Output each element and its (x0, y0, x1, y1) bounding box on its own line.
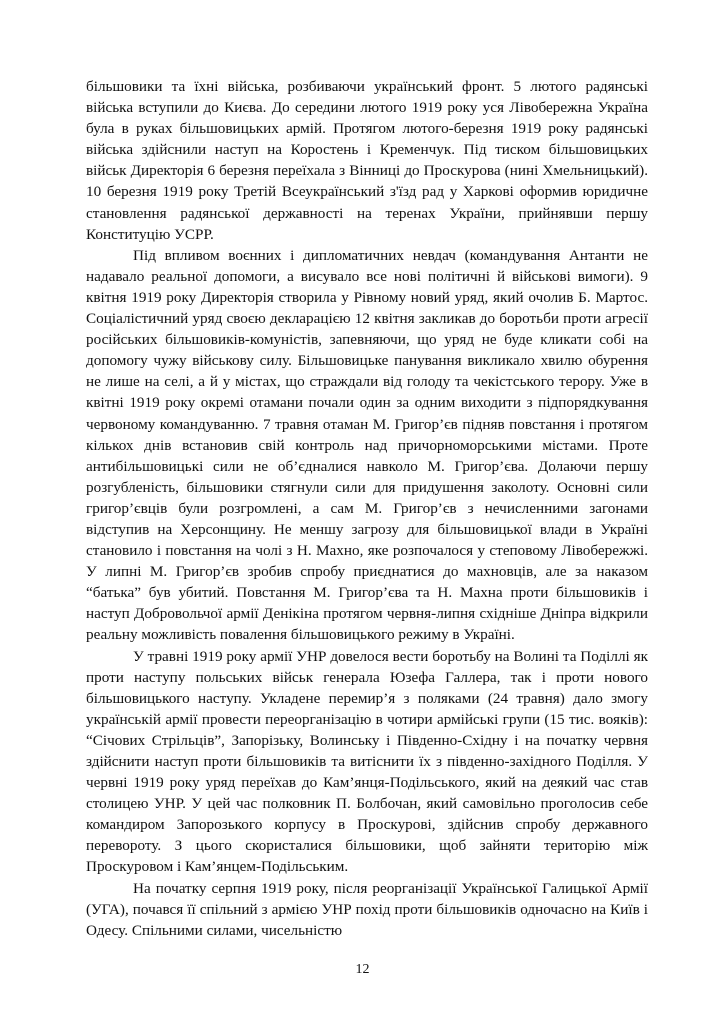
page-number: 12 (355, 962, 370, 977)
document-body (86, 76, 648, 941)
paragraph-may-1919-unr-army: У травні 1919 року армії УНР довелося вести боротьбу на Волині та Поділлі як проти наступу польських військ генерала Юзефа Галлера, так і проти нового більшовицького наступу. Укладене перемир’я з поляками (24 травня) дало змогу українській армії провести переорганізацію в чотири армійські групи (15 тис. вояків): “Січових Стрільців”, Запорізьку, Волинську і Південно-Східну і на початку червня здійснити наступ проти більшовиків та витіснити їх з південно-західного Поділля. У червні 1919 року уряд переїхав до Кам’янця-Подільського, який на деякий час став столицею УНР. У цей час полковник П. Болбочан, який самовільно проголосив себе командиром Запорозького корпусу в Проскурові, здійснив спробу державного перевороту. З цього скористалися більшовики, щоб зайняти територію між Проскуровом і Кам’янцем-Подільським. (86, 647, 648, 876)
paragraph-august-1919-campaign: На початку серпня 1919 року, після реорганізації Української Галицької Армії (УГА), почався її спільний з армією УНР похід проти більшовиків одночасно на Київ і Одесу. Спільними силами, чисельністю (86, 879, 648, 939)
paragraph-directory-new-government: Під впливом воєнних і дипломатичних невдач (командування Антанти не надавало реальної допомоги, а висувало все нові політичні й військові вимоги). 9 квітня 1919 року Директорія створила у Рівному новий уряд, який очолив Б. Мартос. Соціалістичний уряд своєю декларацією 12 квітня закликав до боротьби проти агресії російських більшовиків-комуністів, запевняючи, що уряд не буде кликати собі на допомогу чужу військову силу. Більшовицьке панування викликало хвилю обурення не лише на селі, а й у містах, що страждали від голоду та чекістського терору. Уже в квітні 1919 року окремі отамани почали один за одним виходити з підпорядкування червоному командуванню. 7 травня отаман М. Григор’єв підняв повстання і протягом кількох днів встановив свій контроль над причорноморськими містами. Проте антибільшовицькі сили не об’єдналися навколо М. Григор’єва. Долаючи першу розгубленість, більшовики стягнули сили для придушення заколоту. Основні сили григор’євців були розгромлені, а сам М. Григор’єв з нечисленними загонами відступив на Херсонщину. Не меншу загрозу для більшовицької влади в Україні становило і повстання на чолі з Н. Махно, яке розпочалося у степовому Лівобережжі. У липні М. Григор’єв зробив спробу приєднатися до махновців, але за наказом “батька” був убитий. Повстання М. Григор’єва та Н. Махна проти більшовиків і наступ Добровольчої армії Денікіна протягом червня-липня східніше Дніпра відкрили реальну можливість повалення більшовицького режиму в Україні. (86, 246, 648, 644)
paragraph-continuation: більшовики та їхні війська, розбиваючи український фронт. 5 лютого радянські війська вступили до Києва. До середини лютого 1919 року уся Лівобережна Україна була в руках більшовицьких армій. Протягом лютого-березня 1919 року радянські війська здійснили наступ на Коростень і Кременчук. Під тиском більшовицьких військ Директорія 6 березня переїхала з Вінниці до Проскурова (нині Хмельницький). 10 березня 1919 року Третій Всеукраїнський з'їзд рад у Харкові оформив юридичне становлення радянської державності на теренах України, прийнявши першу Конституцію УСРР. (86, 78, 648, 243)
